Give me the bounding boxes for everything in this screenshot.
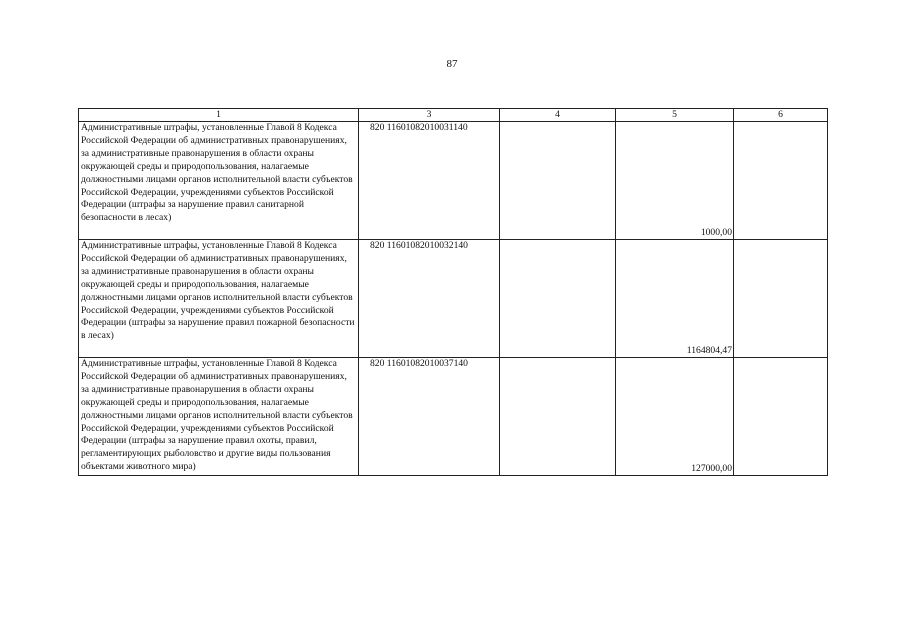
row-amount: 1164804,47 [616, 240, 734, 358]
row-col6 [734, 358, 828, 476]
row-description: Административные штрафы, установленные Главой 8 Кодекса Российской Федерации об административных правонарушениях, за административные правонарушения в области охраны окружающей среды и природопользования, налагаемые должностными лицами органов исполнительной власти субъектов Российской Федерации, учреждениями субъектов Российской Федерации (штрафы за нарушение правил пожарной безопасности в лесах) [79, 240, 359, 358]
row-description: Административные штрафы, установленные Главой 8 Кодекса Российской Федерации об административных правонарушениях, за административные правонарушения в области охраны окружающей среды и природопользования, налагаемые должностными лицами органов исполнительной власти субъектов Российской Федерации, учреждениями субъектов Российской Федерации (штрафы за нарушение правил охоты, правил, регламентирующих рыболовство и другие виды пользования объектами животного мира) [79, 358, 359, 476]
header-col-4: 4 [500, 109, 616, 122]
table-row [79, 122, 828, 240]
report-table [78, 108, 828, 476]
table-row [79, 240, 828, 358]
header-col-3: 3 [359, 109, 500, 122]
row-col4 [500, 240, 616, 358]
row-code: 820 11601082010031140 [359, 122, 500, 240]
page-number: 87 [446, 58, 458, 70]
row-col4 [500, 358, 616, 476]
header-col-5: 5 [616, 109, 734, 122]
row-code: 820 11601082010032140 [359, 240, 500, 358]
row-amount: 127000,00 [616, 358, 734, 476]
table-header-row [79, 109, 828, 122]
table-row [79, 358, 828, 476]
row-col6 [734, 122, 828, 240]
row-amount: 1000,00 [616, 122, 734, 240]
row-col6 [734, 240, 828, 358]
row-col4 [500, 122, 616, 240]
row-description: Административные штрафы, установленные Главой 8 Кодекса Российской Федерации об административных правонарушениях, за административные правонарушения в области охраны окружающей среды и природопользования, налагаемые должностными лицами органов исполнительной власти субъектов Российской Федерации, учреждениями субъектов Российской Федерации (штрафы за нарушение правил санитарной безопасности в лесах) [79, 122, 359, 240]
row-code: 820 11601082010037140 [359, 358, 500, 476]
header-col-1: 1 [79, 109, 359, 122]
header-col-6: 6 [734, 109, 828, 122]
